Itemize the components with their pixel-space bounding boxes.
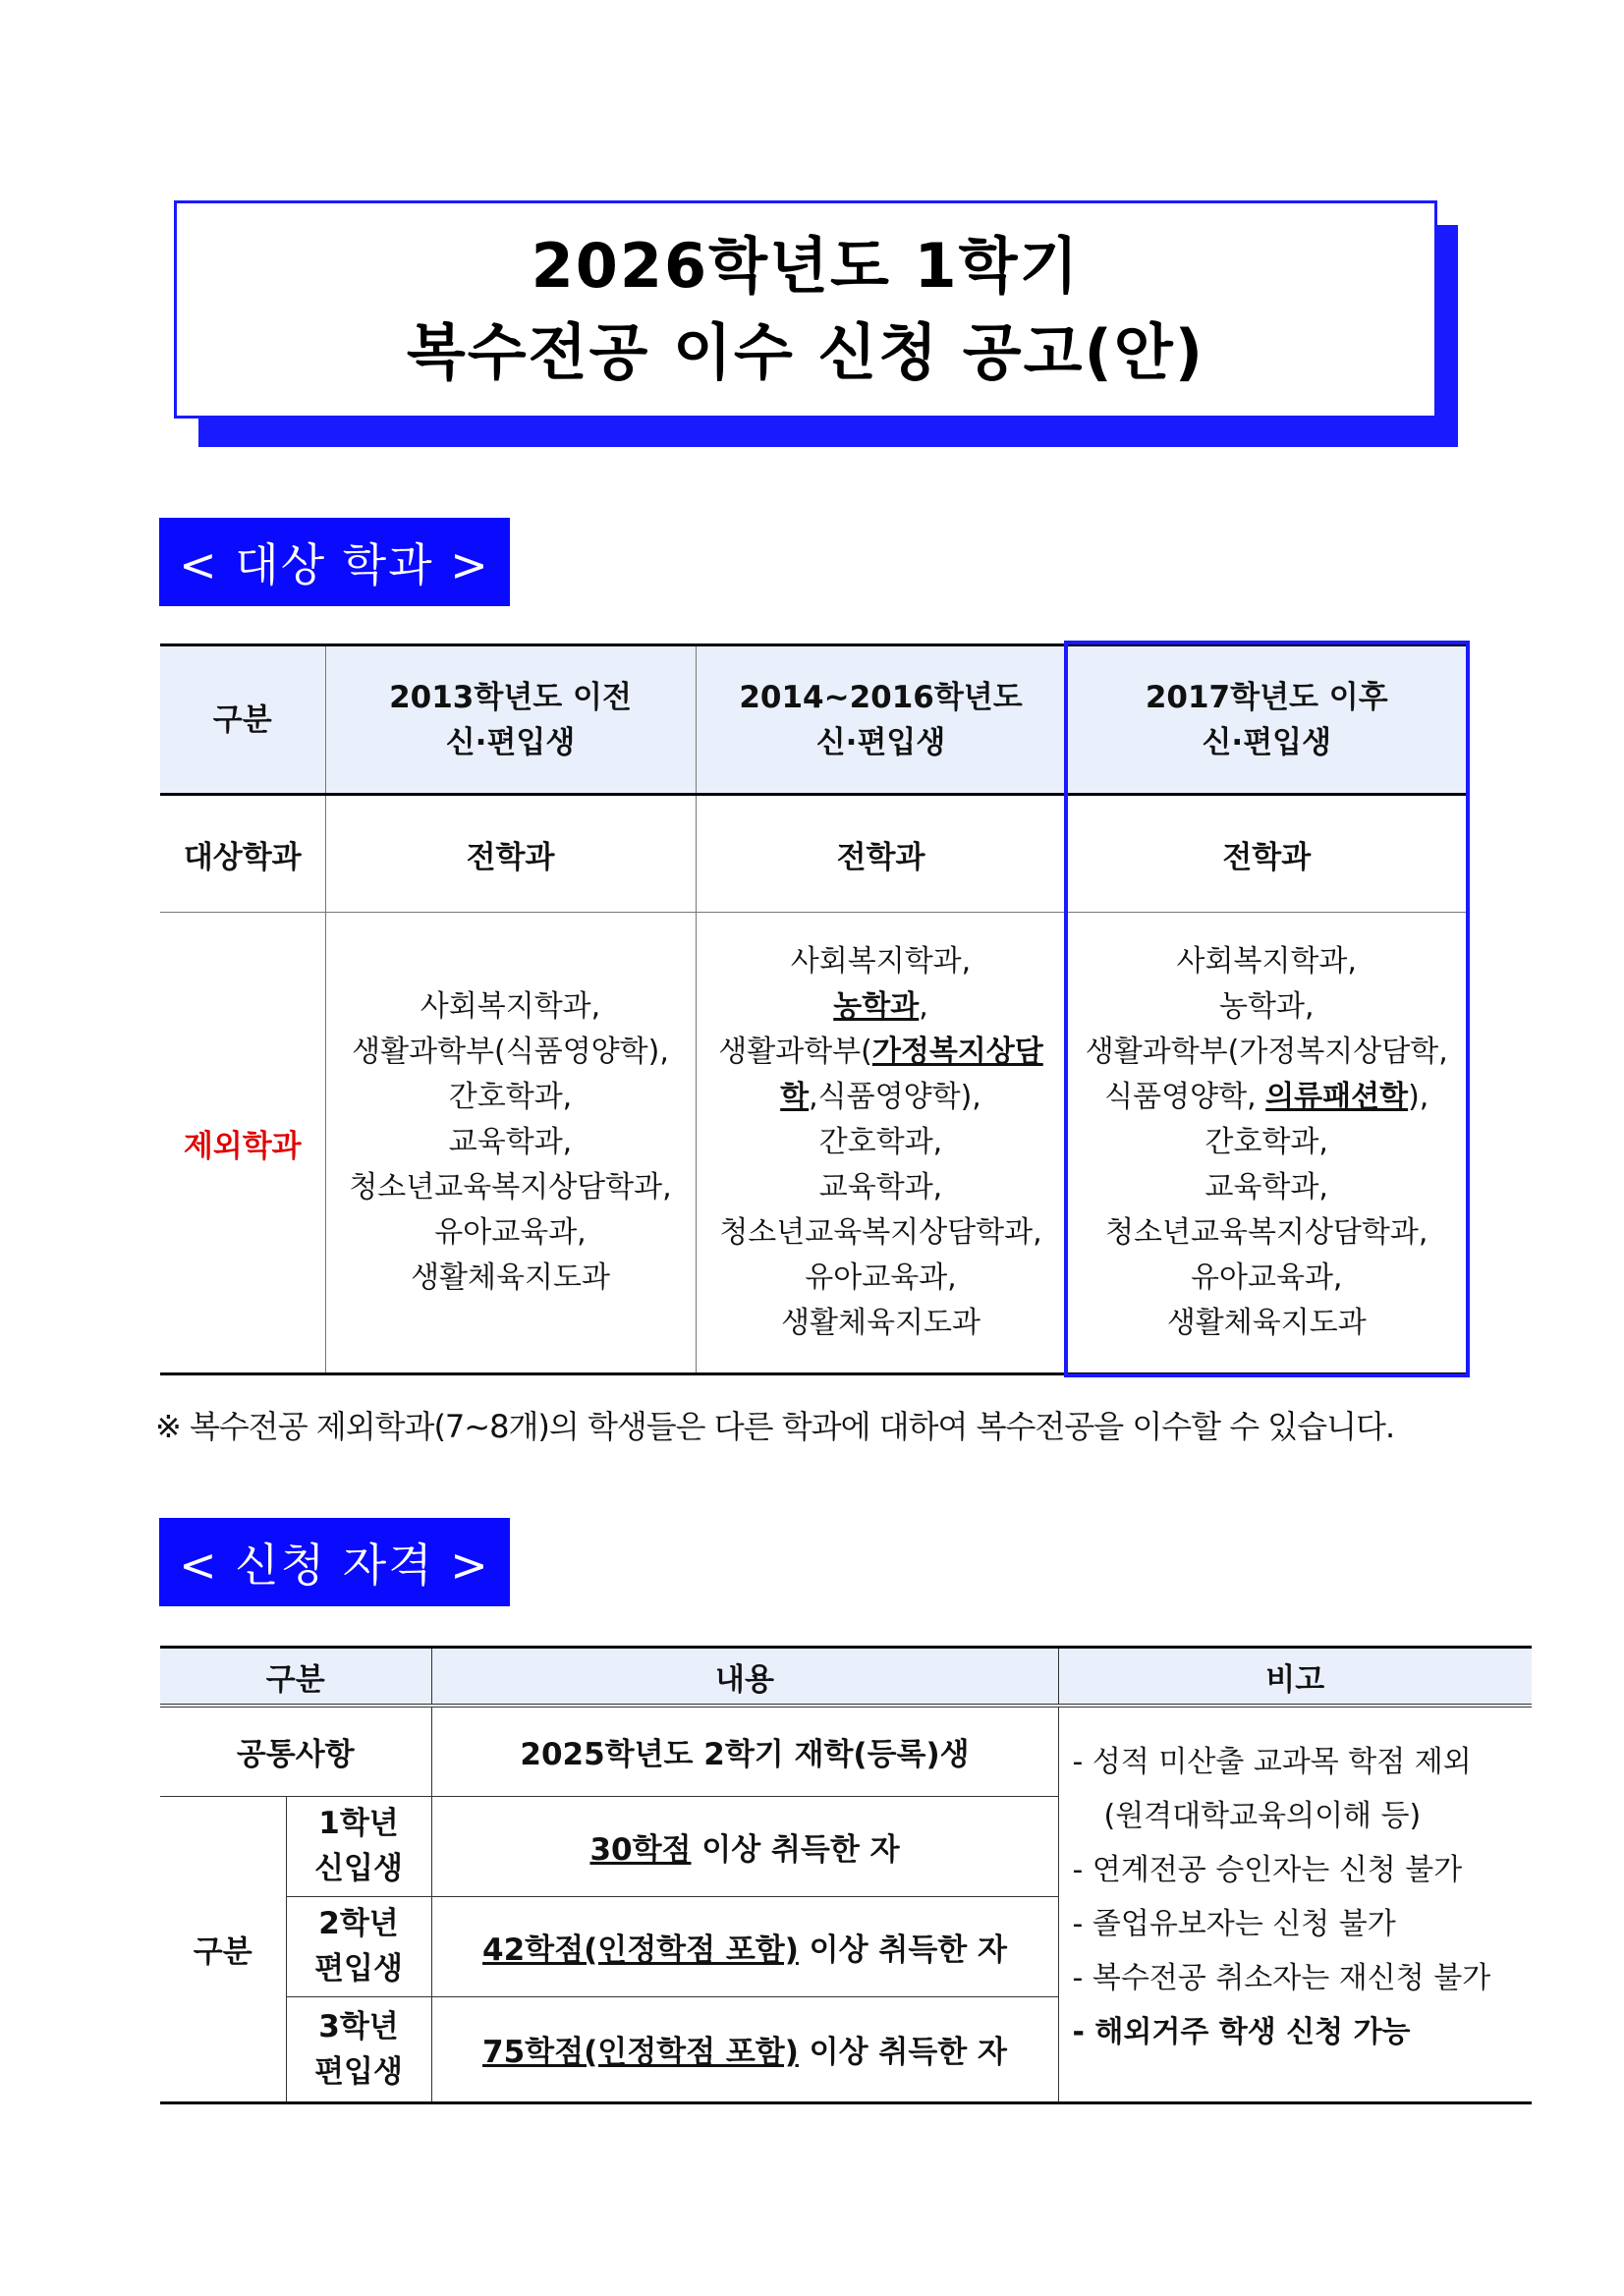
title-line-2: 복수전공 이수 신청 공고(안): [406, 316, 1205, 388]
list-item: [697, 1030, 1066, 1075]
section-header-eligibility: < 신청 자격 >: [159, 1518, 510, 1606]
underlined-text: 학: [780, 1080, 810, 1114]
header-col-2013-line1: 2013학년도 이전: [389, 679, 632, 715]
requirement: [431, 1996, 1058, 2102]
table-row-excluded: [160, 913, 1467, 1374]
list-item-text: ),: [1408, 1080, 1429, 1114]
remark-item-sub: (원격대학교육의이해 등): [1103, 1799, 1422, 1833]
list-item: 생활과학부(가정복지상담학,: [1085, 1035, 1448, 1069]
year-label-line2: 편입생: [314, 2053, 403, 2090]
table-header-row: [160, 1648, 1532, 1707]
list-item: 유아교육과,: [1191, 1260, 1343, 1295]
list-item: 유아교육과,: [434, 1215, 587, 1250]
underlined-text: 가정복지상담: [871, 1035, 1043, 1069]
list-item: 교육학과,: [1204, 1170, 1328, 1204]
header-category: 구분: [160, 1648, 431, 1707]
list-item: 생활체육지도과: [411, 1260, 610, 1295]
group-label: 구분: [160, 1796, 286, 2102]
year-label: [286, 1896, 431, 1996]
list-item: 교육학과,: [818, 1170, 943, 1204]
title-box: [174, 200, 1437, 419]
remark-item: - 복수전공 취소자는 재신청 불가: [1072, 1961, 1491, 1995]
year-label-line1: 2학년: [318, 1906, 399, 1941]
remark-item-bold: - 해외거주 학생 신청 가능: [1072, 2015, 1411, 2049]
section-header-target-departments: < 대상 학과 >: [159, 518, 510, 606]
underlined-text: 의류패션학: [1265, 1080, 1409, 1114]
underlined-text: 42학점(인정학점 포함): [482, 1932, 799, 1968]
list-item-text: ,: [919, 989, 928, 1024]
excluded-col-2017: [1066, 913, 1467, 1374]
list-item-text: ,식품영양학),: [809, 1080, 981, 1114]
title-line-1: 2026학년도 1학기: [531, 230, 1081, 302]
table-header-row: [160, 645, 1467, 795]
header-col-2014-2016: [696, 645, 1066, 795]
list-item: 생활체육지도과: [781, 1306, 980, 1340]
target-col-2014-2016: 전학과: [696, 795, 1066, 913]
list-item: 교육학과,: [448, 1125, 573, 1159]
underlined-text: 75학점(인정학점 포함): [482, 2035, 799, 2070]
list-item: 농학과,: [1219, 989, 1315, 1024]
remark-item: - 졸업유보자는 신청 불가: [1072, 1907, 1396, 1941]
excluded-col-2014-2016: [696, 913, 1066, 1374]
list-item: 청소년교육복지상담학과,: [349, 1170, 672, 1204]
common-content: 2025학년도 2학기 재학(등록)생: [431, 1706, 1058, 1796]
header-col-2017-line2: 신·편입생: [1202, 724, 1332, 760]
header-category: 구분: [160, 645, 325, 795]
list-item: 간호학과,: [448, 1080, 573, 1114]
year-label: [286, 1796, 431, 1896]
target-col-2013: 전학과: [325, 795, 696, 913]
list-item: [1067, 1075, 1468, 1120]
year-label-line2: 편입생: [314, 1951, 403, 1987]
remark-item: - 성적 미산출 교과목 학점 제외: [1072, 1745, 1472, 1779]
target-col-2017: 전학과: [1066, 795, 1467, 913]
header-col-2013: [325, 645, 696, 795]
list-item: 사회복지학과,: [420, 989, 601, 1024]
year-label: [286, 1996, 431, 2102]
list-item-text: 생활과학부(: [718, 1035, 872, 1069]
header-col-2013-line2: 신·편입생: [445, 724, 576, 760]
underlined-text: 농학과: [833, 989, 920, 1024]
header-col-2014-line1: 2014~2016학년도: [739, 679, 1023, 715]
row-label-excluded: 제외학과: [160, 913, 325, 1374]
list-item: 청소년교육복지상담학과,: [1105, 1215, 1428, 1250]
header-col-2017-line1: 2017학년도 이후: [1145, 679, 1388, 715]
remarks-cell: [1058, 1706, 1532, 2102]
row-label-target: 대상학과: [160, 795, 325, 913]
eligibility-table: [160, 1646, 1532, 2104]
underlined-text: 30학점: [589, 1831, 692, 1868]
list-item: 간호학과,: [1204, 1125, 1328, 1159]
table-row-common: [160, 1706, 1532, 1796]
excluded-col-2013: [325, 913, 696, 1374]
year-label-line1: 1학년: [318, 1806, 399, 1841]
list-item: 사회복지학과,: [1176, 944, 1357, 979]
header-col-2017: [1066, 645, 1467, 795]
list-item: [697, 1075, 1066, 1120]
header-remarks: 비고: [1058, 1648, 1532, 1707]
list-item: [697, 984, 1066, 1030]
list-item: 청소년교육복지상담학과,: [719, 1215, 1042, 1250]
requirement-text: 이상 취득한 자: [798, 2035, 1007, 2070]
list-item: 간호학과,: [818, 1125, 943, 1159]
list-item: 생활체육지도과: [1166, 1306, 1367, 1340]
year-label-line2: 신입생: [314, 1851, 403, 1886]
table-row-target: [160, 795, 1467, 913]
list-item: 사회복지학과,: [790, 944, 972, 979]
year-label-line1: 3학년: [318, 2008, 399, 2044]
header-content: 내용: [431, 1648, 1058, 1707]
target-departments-table: [160, 644, 1467, 1375]
list-item: 유아교육과,: [805, 1260, 957, 1295]
requirement-text: 이상 취득한 자: [691, 1831, 900, 1868]
list-item-text: 식품영양학,: [1104, 1080, 1266, 1114]
list-item: 생활과학부(식품영양학),: [352, 1035, 669, 1069]
requirement: [431, 1796, 1058, 1896]
requirement-text: 이상 취득한 자: [798, 1932, 1007, 1968]
common-label: 공통사항: [160, 1706, 431, 1796]
remark-item: - 연계전공 승인자는 신청 불가: [1072, 1853, 1463, 1887]
footnote: ※ 복수전공 제외학과(7~8개)의 학생들은 다른 학과에 대하여 복수전공을 이수할 수 있습니다.: [155, 1408, 1395, 1445]
requirement: [431, 1896, 1058, 1996]
header-col-2014-line2: 신·편입생: [815, 724, 946, 760]
